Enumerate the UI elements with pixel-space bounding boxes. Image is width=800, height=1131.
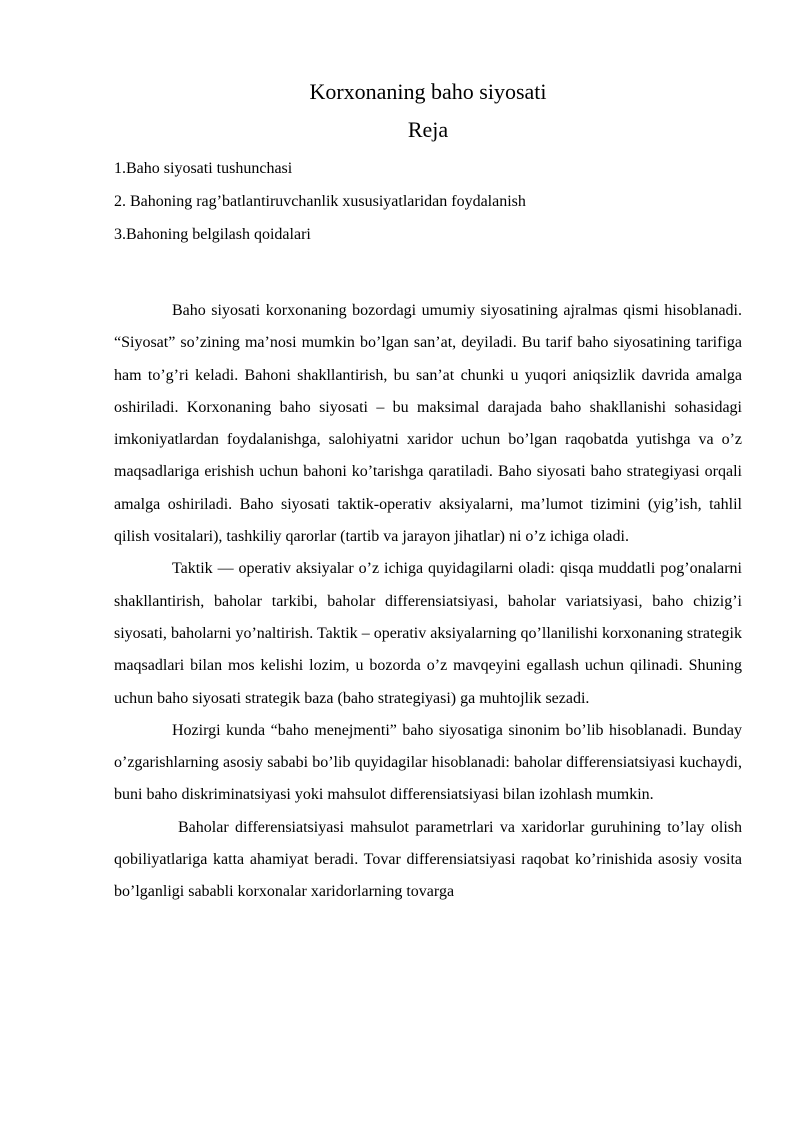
plan-heading: Reja xyxy=(407,117,449,142)
plan-item: 1.Baho siyosati tushunchasi xyxy=(114,160,293,177)
body-paragraph: Baholar differensiatsiyasi mahsulot parametrlari va xaridorlar guruhining to’lay olish qobiliyatlariga katta ahamiyat beradi. Tovar differensiatsiyasi raqobat ko’rinishida asosiy vosita bo’lganligi sababli korxonalar xaridorlarning tovarga xyxy=(114,818,742,901)
document-title: Korxonaning baho siyosati xyxy=(309,79,547,104)
section-spacer xyxy=(114,251,742,295)
plan-item: 3.Bahoning belgilash qoidalari xyxy=(114,226,311,243)
body-paragraph: Baho siyosati korxonaning bozordagi umumiy siyosatining ajralmas qismi hisoblanadi. “Siyosat” so’zining ma’nosi mumkin bo’lgan san’at, deyiladi. Bu tarif baho siyosatining tarifiga ham to’g’ri keladi. Bahoni shakllantirish, bu san’at chunki u yuqori aniqsizlik davrida amalga oshiriladi. Korxonaning baho siyosati – bu maksimal darajada baho shakllanishi sohasidagi imkoniyatlardan foydalanishga, salohiyatni xaridor uchun bo’lgan raqobatda yutishga va o’z maqsadlariga erishish uchun bahoni ko’tarishga qaratiladi. Baho siyosati baho strategiyasi orqali amalga oshiriladi. Baho siyosati taktik-operativ aksiyalarni, ma’lumot tizimini (yig’ish, tahlil qilish vositalari), tashkiliy qarorlar (tartib va jarayon jihatlar) ni o’z ichiga oladi. xyxy=(114,302,742,546)
document-page xyxy=(114,76,742,909)
body-paragraph: Taktik — operativ aksiyalar o’z ichiga quyidagilarni oladi: qisqa muddatli pog’onalarni shakllantirish, baholar tarkibi, baholar differensiatsiyasi, baholar variatsiyasi, baho chizig’i siyosati, baholarni yo’naltirish. Taktik – operativ aksiyalarning qo’llanilishi korxonaning strategik maqsadlari bilan mos kelishi lozim, u bozorda o’z mavqeyini egallash uchun qilinadi. Shuning uchun baho siyosati strategik baza (baho strategiyasi) ga muhtojlik sezadi. xyxy=(114,560,742,707)
plan-item: 2. Bahoning rag’batlantiruvchanlik xususiyatlaridan foydalanish xyxy=(114,193,526,210)
plan-list xyxy=(114,152,742,251)
body-paragraph: Hozirgi kunda “baho menejmenti” baho siyosatiga sinonim bo’lib hisoblanadi. Bunday o’zgarishlarning asosiy sababi bo’lib quyidagilar hisoblanadi: baholar differensiatsiyasi kuchaydi, buni baho diskriminatsiyasi yoki mahsulot differensiatsiyasi bilan izohlash mumkin. xyxy=(114,721,742,804)
